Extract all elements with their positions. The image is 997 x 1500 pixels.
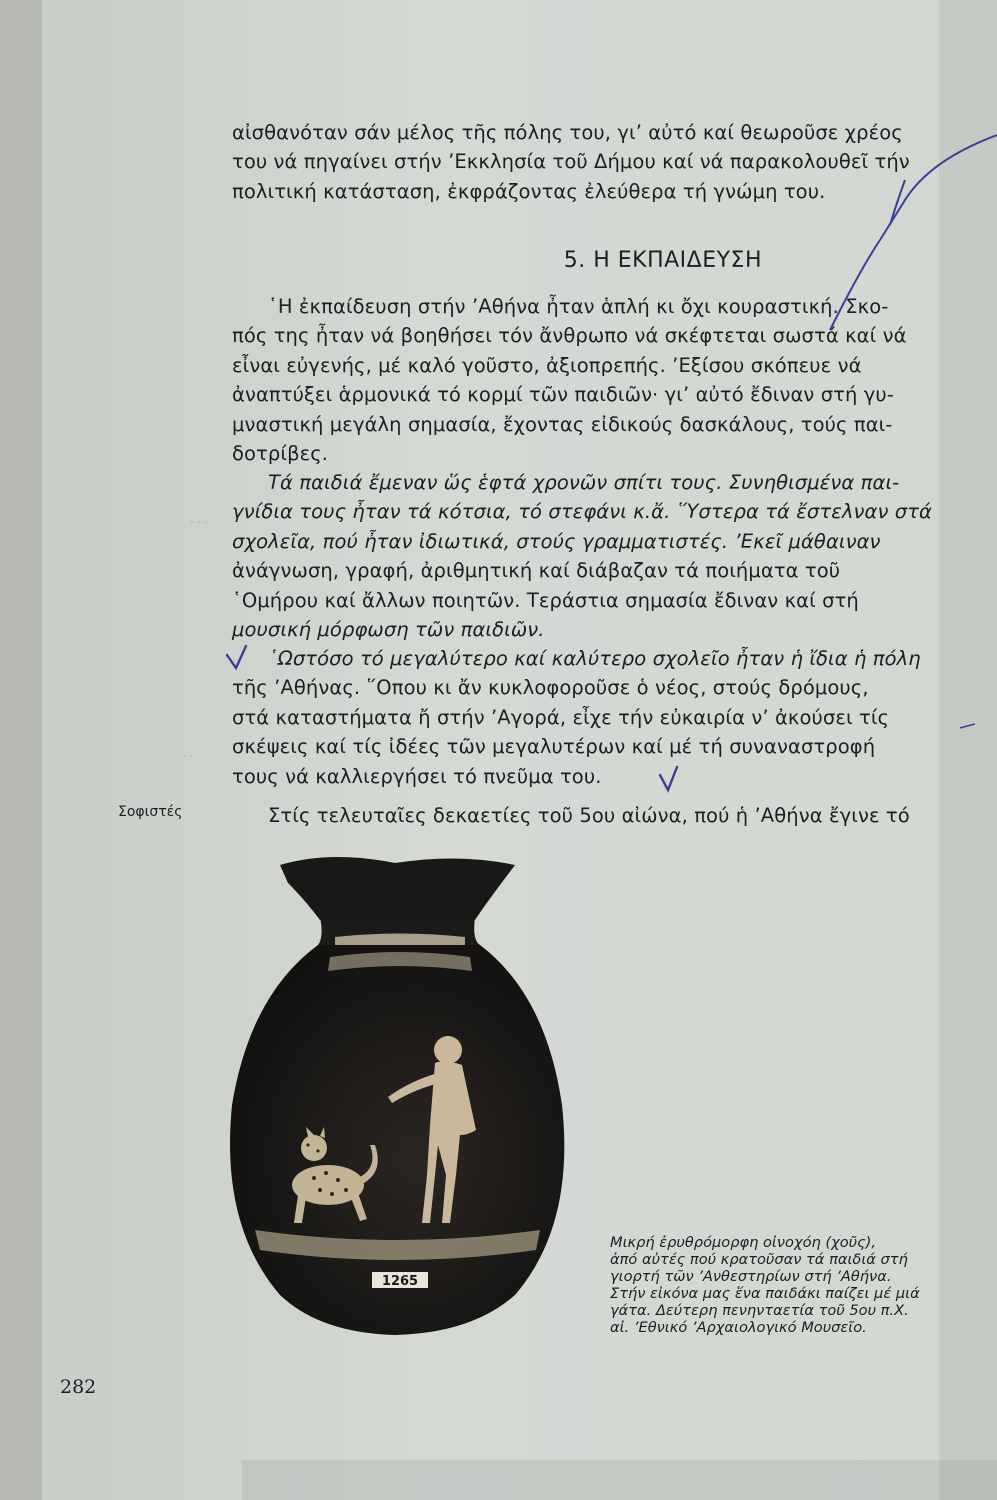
text-line: στά καταστήματα ἤ στήν ’Αγορά, εἶχε τήν εὐκαιρία ν’ ἀκούσει τίς — [232, 705, 890, 729]
text-line: σχολεῖα, πού ἦταν ἰδιωτικά, στούς γραμματιστές. ’Εκεῖ μάθαιναν — [232, 529, 881, 553]
caption-line: Μικρή ἐρυθρόμορφη οἰνοχόη (χοῦς), — [610, 1234, 876, 1251]
text-line: πολιτική κατάσταση, ἐκφράζοντας ἐλεύθερα τή γνώμη του. — [232, 179, 826, 203]
book-gutter — [0, 0, 42, 1500]
section-heading: 5. Η ΕΚΠΑΙΔΕΥΣΗ — [563, 248, 762, 273]
caption-line: γιορτή τῶν ’Ανθεστηρίων στή ’Αθήνα. — [610, 1268, 892, 1285]
caption-line: Στήν εἰκόνα μας ἕνα παιδάκι παίζει μέ μιά — [610, 1285, 920, 1302]
oinochoe-vase-illustration — [210, 845, 580, 1345]
text-line: μναστική μεγάλη σημασία, ἔχοντας εἰδικούς δασκάλους, τούς παι- — [232, 412, 893, 436]
text-line: δοτρίβες. — [232, 442, 329, 466]
paragraph-opening — [232, 118, 967, 206]
text-line: τῆς ’Αθήνας. ῞Οπου κι ἄν κυκλοφοροῦσε ὁ νέος, στούς δρόμους, — [232, 676, 869, 700]
text-line: Τά παιδιά ἔμεναν ὥς ἑφτά χρονῶν σπίτι τους. Συνηθισμένα παι- — [268, 471, 900, 494]
text-line: ῾Ομήρου καί ἄλλων ποιητῶν. Τεράστια σημασία ἔδιναν καί στή — [232, 588, 859, 612]
text-line: σκέψεις καί τίς ἰδέες τῶν μεγαλυτέρων καί μέ τή συναναστροφή — [232, 735, 876, 759]
figure-caption — [610, 1234, 970, 1336]
text-line: ἀνάγνωση, γραφή, ἀριθμητική καί διάβαζαν τά ποιήματα τοῦ — [232, 559, 841, 583]
text-line: ἀναπτύξει ἁρμονικά τό κορμί τῶν παιδιῶν· γι’ αὐτό ἔδιναν στή γυ- — [232, 383, 894, 407]
paragraph-education — [232, 292, 967, 468]
bottom-bleed — [242, 1460, 997, 1500]
caption-line: γάτα. Δεύτερη πενηνταετία τοῦ 5ου π.Χ. — [610, 1302, 909, 1319]
paragraph-children — [232, 468, 967, 644]
text-line: ῾Η ἐκπαίδευση στήν ’Αθήνα ἦταν ἁπλή κι ὄχι κουραστική. Σκο- — [268, 295, 889, 318]
text-line: ῾Ωστόσο τό μεγαλύτερο καί καλύτερο σχολεῖο ἦταν ἡ ἴδια ἡ πόλη — [268, 647, 921, 670]
vase-label: 1265 — [381, 1274, 419, 1289]
text-line: πός της ἦταν νά βοηθήσει τόν ἄνθρωπο νά σκέφτεται σωστά καί νά — [232, 324, 907, 348]
margin-note-sophists: Σοφιστές — [118, 804, 183, 820]
caption-line: ἀπό αὐτές πού κρατοῦσαν τά παιδιά στή — [610, 1251, 908, 1268]
text-line: Στίς τελευταῖες δεκαετίες τοῦ 5ου αἰώνα, πού ἡ ’Αθήνα ἔγινε τό — [268, 804, 910, 827]
paragraph-city-school — [232, 644, 967, 791]
text-line: εἶναι εὐγενής, μέ καλό γοῦστο, ἀξιοπρεπής. ’Εξίσου σκόπευε νά — [232, 353, 862, 377]
text-line: του νά πηγαίνει στήν ’Εκκλησία τοῦ Δήμου καί νά παρακολουθεῖ τήν — [232, 150, 910, 174]
caption-line: αἰ. ’Εθνικό ’Αρχαιολογικό Μουσεῖο. — [610, 1319, 867, 1336]
text-line: τους νά καλλιεργήσει τό πνεῦμα του. — [232, 764, 602, 788]
text-line: μουσική μόρφωση τῶν παιδιῶν. — [232, 618, 545, 642]
page-number: 282 — [60, 1376, 97, 1398]
text-line: γνίδια τους ἦταν τά κότσια, τό στεφάνι κ.ἄ. ῞Υστερα τά ἔστελναν στά — [232, 500, 933, 524]
text-line: αἰσθανόταν σάν μέλος τῆς πόλης του, γι’ αὐτό καί θεωροῦσε χρέος — [232, 121, 903, 144]
paragraph-sophists — [232, 801, 967, 830]
